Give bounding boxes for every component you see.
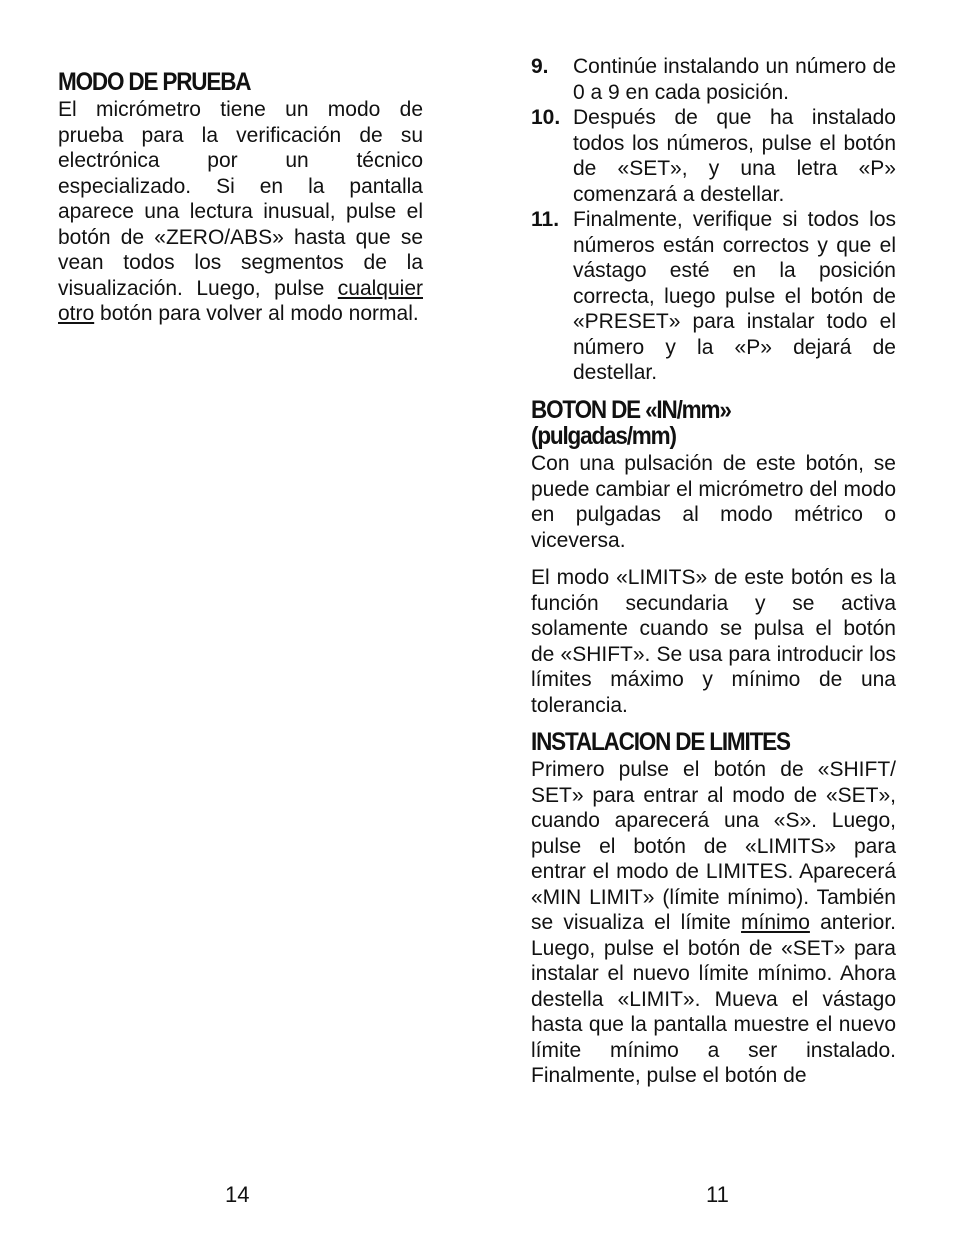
limites-text-end: anterior. Luego, pulse el botón de «SET» para instalar el nuevo límite mínimo. Ahora destella «LIMIT». Mueva el vástago hasta que la pantalla muestre el nuevo límite mínimo a ser instalado. Finalmente, pulse el botón de xyxy=(531,911,896,1087)
step-number: 10. xyxy=(531,106,561,129)
limites-paragraph xyxy=(531,757,896,1089)
list-item xyxy=(531,207,896,386)
page-number-right: 11 xyxy=(706,1182,729,1207)
step-text: Después de que ha instalado todos los números, pulse el botón de «SET», y una letra «P» comenzará a destellar. xyxy=(573,106,896,206)
list-item xyxy=(531,54,896,105)
in-mm-paragraph: Con una pulsación de este botón, se puede cambiar el micrómetro del modo en pulgadas al modo métrico o viceversa. xyxy=(531,452,896,552)
step-text: Continúe instalando un número de 0 a 9 en cada posición. xyxy=(573,55,896,104)
limits-mode-paragraph: El modo «LIMITS» de este botón es la función secundaria y se activa solamente cuando se pulsa el botón de «SHIFT». Se usa para introducir los límites máximo y mínimo de una tolerancia. xyxy=(531,566,896,717)
section-heading-instalacion-de-limites: INSTALACION DE LIMITES xyxy=(531,728,790,756)
step-number: 11. xyxy=(531,208,560,231)
limites-text: Primero pulse el botón de «SHIFT/ SET» para entrar al modo de «SET», cuando aparecerá una «S». Luego, pulse el botón de «LIMITS» para entrar el modo de LIMITES. Aparecerá «MIN LIMIT» (límite mínimo). También se visualiza el límite xyxy=(531,758,896,934)
modo-de-prueba-text-end: botón para volver al modo normal. xyxy=(100,302,419,325)
underlined-phrase: cualquier otro xyxy=(58,276,423,325)
step-number: 9. xyxy=(531,55,549,78)
page-number-left: 14 xyxy=(225,1182,250,1207)
modo-de-prueba-text: El micrómetro tiene un modo de prueba para la verificación de su electrónica por un técnico especializado. Si en la pantalla aparece una lectura inusual, pulse el botón de «ZERO/ABS» hasta que se vean todos los segmentos de la visualización. Luego, pulse xyxy=(58,98,423,300)
section-heading-modo-de-prueba: MODO DE PRUEBA xyxy=(58,68,251,96)
underlined-word: mínimo xyxy=(741,911,810,934)
modo-de-prueba-paragraph xyxy=(58,97,423,327)
heading-line: BOTON DE «IN/mm» xyxy=(531,396,731,424)
steps-list xyxy=(531,54,896,386)
heading-line: (pulgadas/mm) xyxy=(531,422,676,450)
section-heading-boton-in-mm xyxy=(531,397,731,449)
list-item xyxy=(531,105,896,207)
step-text: Finalmente, verifique si todos los números están correctos y que el vástago esté en la posición correcta, luego pulse el botón de «PRESET» para instalar todo el número y la «P» dejará de destellar. xyxy=(573,208,896,384)
